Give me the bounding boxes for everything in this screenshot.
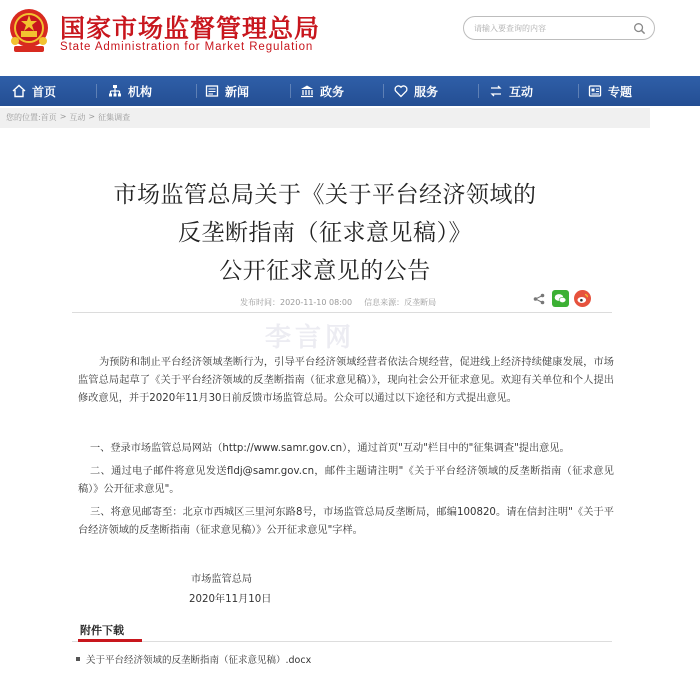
nav-divider — [383, 84, 384, 98]
article-title-line-3: 公开征求意见的公告 — [219, 258, 431, 284]
share-icon[interactable] — [533, 293, 545, 305]
topic-icon — [588, 84, 602, 98]
breadcrumb-separator: > — [88, 112, 96, 121]
site-subtitle: State Administration for Market Regulation — [60, 41, 314, 53]
nav-divider — [478, 84, 479, 98]
article-meta — [240, 297, 436, 308]
signature: 市场监管总局 — [191, 574, 253, 585]
article-title-line-2: 反垄断指南（征求意见稿）》 — [178, 220, 472, 246]
org-icon — [108, 84, 122, 98]
attachments-underline — [78, 639, 142, 642]
breadcrumb — [6, 112, 130, 123]
nav-news-label: 新闻 — [225, 84, 250, 99]
search-input[interactable] — [474, 20, 624, 36]
news-icon — [205, 84, 219, 98]
main-nav — [0, 76, 700, 106]
nav-service[interactable] — [394, 76, 438, 106]
breadcrumb-separator: > — [59, 112, 67, 121]
breadcrumb-bar — [0, 108, 650, 128]
wechat-icon[interactable] — [552, 290, 569, 307]
nav-topic-label: 专题 — [608, 84, 633, 99]
nav-home-label: 首页 — [32, 84, 57, 99]
interact-icon — [489, 84, 503, 98]
attachment-filename[interactable]: 关于平台经济领域的反垄断指南（征求意见稿）.docx — [86, 655, 312, 666]
info-source: 信息来源：反垄断局 — [364, 298, 437, 307]
signature-date: 2020年11月10日 — [189, 594, 272, 605]
attachments-title: 附件下载 — [80, 624, 124, 637]
nav-org-label: 机构 — [128, 84, 153, 99]
service-icon — [394, 84, 408, 98]
home-icon — [12, 84, 26, 98]
article-title-line-1: 市场监管总局关于《关于平台经济领域的 — [113, 182, 537, 208]
weibo-icon[interactable] — [574, 290, 591, 307]
attachments-header — [72, 618, 612, 642]
method-3-paragraph: 三、将意见邮寄至：北京市西城区三里河东路8号，市场监管总局反垄断局，邮编100820。请在信封注明"《关于平台经济领域的反垄断指南（征求意见稿）》公开征求意见"字样。 — [78, 507, 614, 536]
method-1-paragraph: 一、登录市场监管总局网站（http://www.samr.gov.cn），通过首页"互动"栏目中的"征集调查"提出意见。 — [90, 443, 570, 454]
breadcrumb-home[interactable]: 您的位置:首页 — [6, 113, 57, 122]
search-box[interactable] — [463, 16, 655, 40]
watermark: 李言网 — [265, 323, 356, 353]
site-title[interactable]: 国家市场监督管理总局 — [60, 14, 321, 43]
nav-interact[interactable] — [489, 76, 533, 106]
breadcrumb-current[interactable]: 征集调查 — [98, 113, 131, 122]
nav-news[interactable] — [205, 76, 249, 106]
nav-divider — [96, 84, 97, 98]
nav-topic[interactable] — [588, 76, 632, 106]
nav-divider — [196, 84, 197, 98]
bullet-icon — [76, 657, 80, 661]
search-icon[interactable] — [633, 22, 646, 35]
site-header — [0, 0, 700, 72]
attachment-link[interactable] — [76, 652, 311, 666]
publish-time: 发布时间：2020-11-10 08:00 — [240, 298, 353, 307]
nav-divider — [290, 84, 291, 98]
nav-service-label: 服务 — [414, 84, 439, 99]
intro-paragraph: 为预防和制止平台经济领域垄断行为，引导平台经济领域经营者依法合规经营，促进线上经济持续健康发展，市场监管总局起草了《关于平台经济领域的反垄断指南（征求意见稿）》，现向社会公开征求意见。欢迎有关单位和个人提出修改意见，并于2020年11月30日前反馈市场监管总局。公众可以通过以下途径和方式提出意见。 — [78, 357, 614, 404]
nav-gov[interactable] — [300, 76, 344, 106]
nav-org[interactable] — [108, 76, 152, 106]
breadcrumb-interact[interactable]: 互动 — [69, 113, 86, 122]
nav-home[interactable] — [12, 76, 56, 106]
nav-gov-label: 政务 — [320, 84, 345, 99]
nav-interact-label: 互动 — [509, 84, 534, 99]
national-emblem-icon[interactable] — [6, 6, 52, 56]
nav-divider — [578, 84, 579, 98]
title-divider — [72, 312, 612, 313]
method-2-paragraph: 二、通过电子邮件将意见发送fldj@samr.gov.cn，邮件主题请注明"《关于平台经济领域的反垄断指南（征求意见稿）》公开征求意见"。 — [78, 466, 614, 495]
gov-icon — [300, 84, 314, 98]
